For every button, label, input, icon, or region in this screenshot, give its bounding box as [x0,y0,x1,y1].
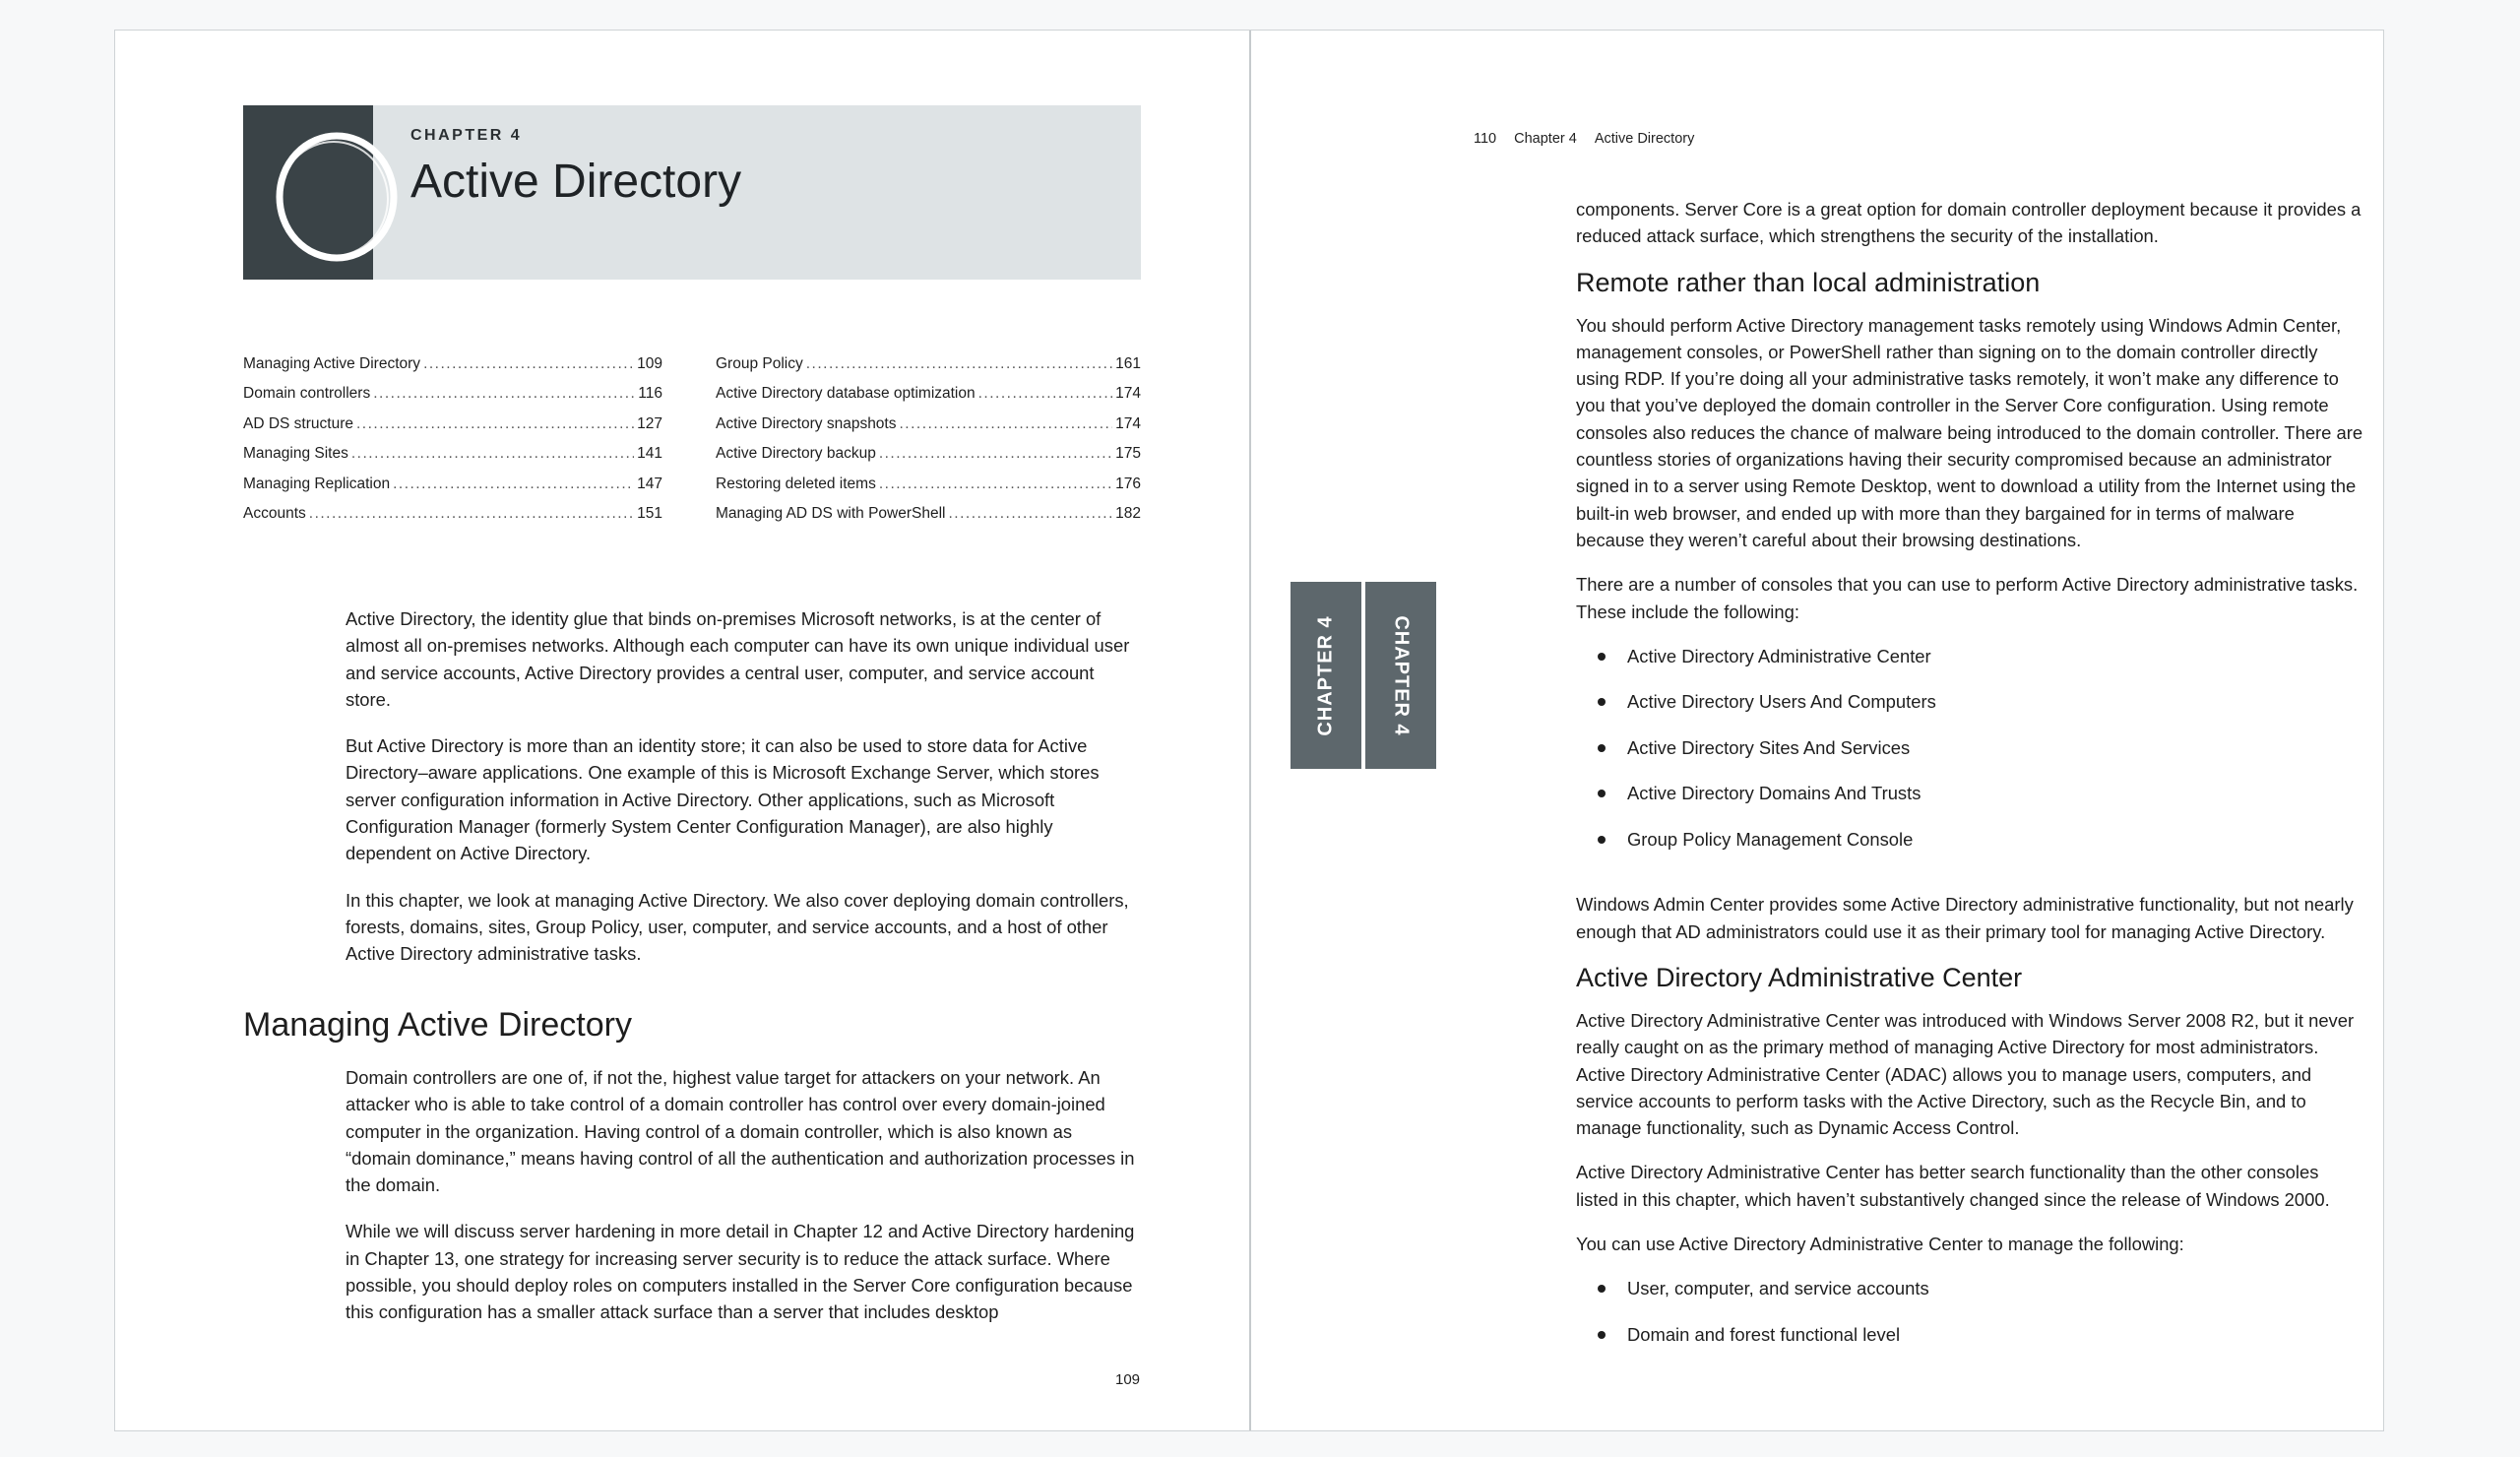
list-item: Active Directory Sites And Services [1576,734,2363,781]
list-item: Domain and forest functional level [1576,1321,2363,1367]
chapter-label: CHAPTER 4 [410,127,523,144]
running-head-title: Active Directory [1594,131,1695,147]
bullet-icon [1598,698,1606,706]
toc-entry: Domain controllers ..... 116 [243,385,662,414]
list-item: Active Directory Administrative Center [1576,643,2363,689]
toc-entry: Accounts ..... 151 [243,505,662,535]
body-paragraph: There are a number of consoles that you can use to perform Active Directory administrative tasks. These include the following: [1576,574,2359,622]
body-paragraph: Active Directory, the identity glue that binds on-premises Microsoft networks, is at the center of almost all on-premises networks. Although each computer can have its own unique individual user and service accounts, Active Directory provides a central user, computer, and service account store. [346,608,1130,710]
heading-adac: Active Directory Administrative Center [1576,962,2023,992]
intro-text [346,605,1141,987]
left-page [115,31,1251,1430]
running-head [1474,131,1712,147]
book-spread [114,30,2384,1431]
toc-entry: Managing Active Directory ..... 109 [243,355,662,385]
body-paragraph: components. Server Core is a great option for domain controller deployment because it provides a reduced attack surface, which strengthens the security of the installation. [1576,199,2362,247]
list-item: Active Directory Users And Computers [1576,688,2363,734]
toc-entry: AD DS structure ..... 127 [243,415,662,445]
toc-entry: Managing AD DS with PowerShell ..... 182 [716,505,1141,535]
body-paragraph: Domain controllers are one of, if not the, highest value target for attackers on your network. An attacker who is able to take control of a domain controller has control over every domain-joined computer in the organization. Having control of a domain controller, which is also known as “domain dominance,” means having control of all the authentication and authorization processes in the domain. [346,1067,1135,1196]
right-text [1576,196,2363,1386]
bullet-icon [1598,1285,1606,1293]
running-head-chapter: Chapter 4 [1514,131,1577,147]
chapter-thumb-tab-left: CHAPTER 4 [1291,582,1361,769]
consoles-list [1576,643,2363,872]
body-paragraph: You should perform Active Directory management tasks remotely using Windows Admin Center, management consoles, or PowerShell rather than signing on to the domain controller directly using RDP. If you’re doing all your administrative tasks remotely, it won’t make any difference to you that you’ve deployed the domain controller in the Server Core configuration. Using remote consoles also reduces the chance of malware being introduced to the domain controller. There are countless stories of organizations having their security compromised because an administrator signed in to a server using Remote Desktop, went to download a utility from the Internet using the built-in web browser, and ended up with more than they bargained for in terms of malware because they weren’t careful about their browsing destinations. [1576,314,2363,550]
toc-entry: Restoring deleted items ..... 176 [716,475,1141,505]
list-item: User, computer, and service accounts [1576,1275,2363,1321]
bullet-icon [1598,744,1606,752]
body-paragraph: Windows Admin Center provides some Active Directory administrative functionality, but not nearly enough that AD administrators could use it as their primary tool for managing Active Directory. [1576,894,2354,942]
heading-remote-administration: Remote rather than local administration [1576,267,2041,297]
toc-entry: Managing Sites ..... 141 [243,445,662,475]
body-paragraph: Active Directory Administrative Center has better search functionality than the other consoles listed in this chapter, which haven’t substantively changed since the release of Windows 2000. [1576,1162,2330,1210]
bullet-icon [1598,1331,1606,1339]
page-number: 109 [1115,1371,1141,1388]
bullet-icon [1598,790,1606,797]
body-paragraph: Active Directory Administrative Center was introduced with Windows Server 2008 R2, but it never really caught on as the primary method of managing Active Directory for most administrators. Active Directory Administrative Center (ADAC) allows you to manage users, computers, and service accounts to perform tasks with the Active Directory, such as the Recycle Bin, and to manage functionality, such as Dynamic Access Control. [1576,1009,2355,1139]
toc-entry: Managing Replication ..... 147 [243,475,662,505]
toc-entry: Group Policy ..... 161 [716,355,1141,385]
body-paragraph: In this chapter, we look at managing Active Directory. We also cover deploying domain controllers, forests, domains, sites, Group Policy, user, computer, and service accounts, and a host of other Active Directory administrative tasks. [346,889,1129,965]
running-head-page: 110 [1474,131,1497,147]
toc-entry: Active Directory database optimization ..... 174 [716,385,1141,414]
chapter-header [243,105,1141,280]
chapter-thumb-tab-right: CHAPTER 4 [1365,582,1436,769]
list-item: Group Policy Management Console [1576,826,2363,872]
mini-toc-right [716,355,1141,535]
body-paragraph: While we will discuss server hardening in more detail in Chapter 12 and Active Directory hardening in Chapter 13, one strategy for increasing server security is to reduce the attack surface. Where possible, you should deploy roles on computers installed in the Server Core configuration because this configuration has a smaller attack surface than a server that includes desktop [346,1221,1135,1323]
section-text [346,1064,1141,1346]
section-heading: Managing Active Directory [243,1006,632,1044]
chapter-title: Active Directory [410,156,742,208]
toc-entry: Active Directory snapshots ..... 174 [716,415,1141,445]
chapter-circle-icon [263,123,410,271]
mini-toc-left [243,355,662,535]
body-paragraph: You can use Active Directory Administrative Center to manage the following: [1576,1234,2184,1255]
toc-entry: Active Directory backup ..... 175 [716,445,1141,475]
bullet-icon [1598,653,1606,661]
list-item: Active Directory Domains And Trusts [1576,780,2363,826]
bullet-icon [1598,836,1606,844]
manage-list [1576,1275,2363,1366]
body-paragraph: But Active Directory is more than an identity store; it can also be used to store data for Active Directory–aware applications. One example of this is Microsoft Exchange Server, which stores server configuration information in Active Directory. Other applications, such as Microsoft Configuration Manager (formerly System Center Configuration Manager), are also highly dependent on Active Directory. [346,735,1100,864]
